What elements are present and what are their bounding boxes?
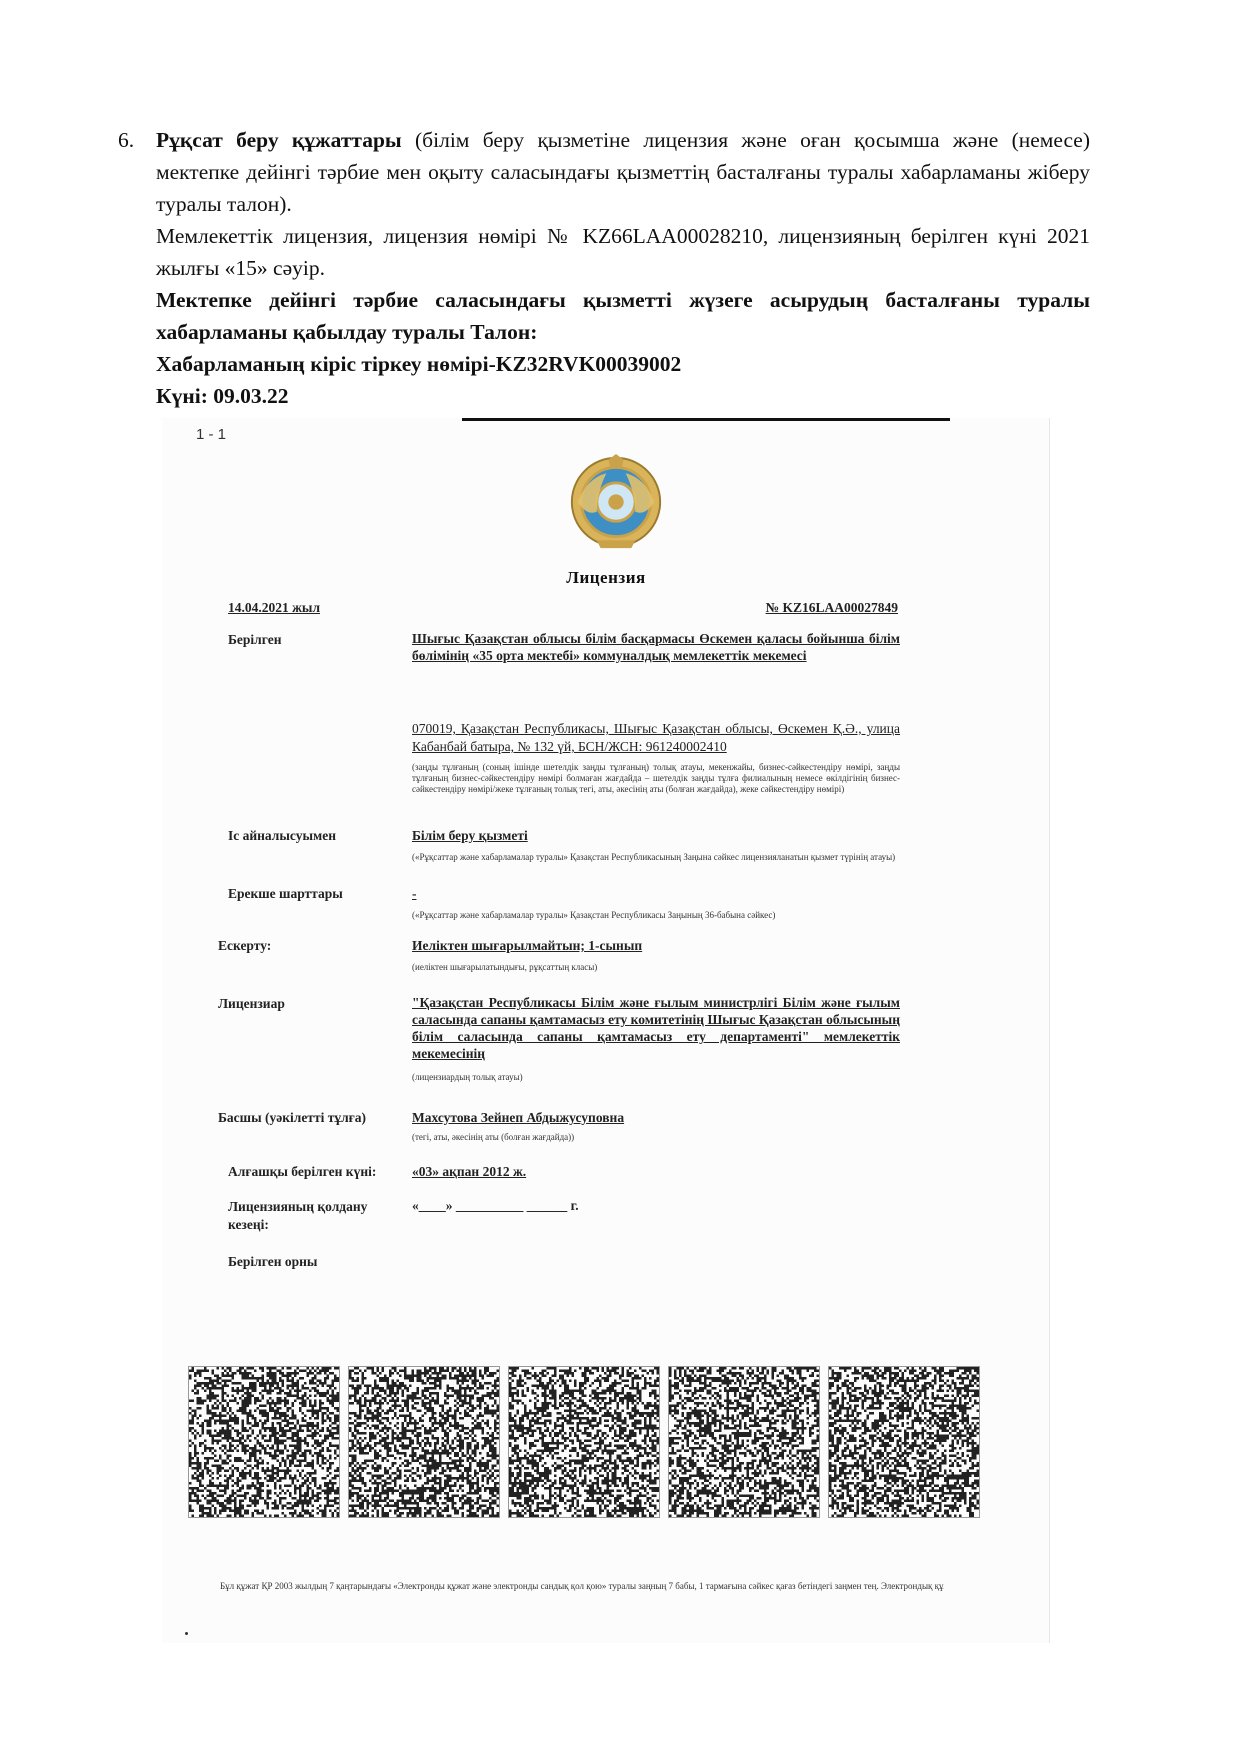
reg-number xyxy=(156,348,1090,380)
note-note: (иеліктен шығарылатындығы, рұқсаттың класы) xyxy=(412,962,598,972)
conditions-value: - xyxy=(412,886,417,901)
talon-title xyxy=(156,284,1090,348)
section-heading-paragraph xyxy=(156,124,1090,220)
talon-date xyxy=(156,380,1090,412)
qr-code-4-icon xyxy=(668,1366,820,1518)
license-number: № KZ16LAA00027849 xyxy=(765,600,898,615)
period-value: «____» __________ ______ г. xyxy=(412,1198,579,1213)
scan-right-edge xyxy=(1049,418,1050,1643)
scan-page-number: 1 - 1 xyxy=(196,426,227,443)
license-date: 14.04.2021 жыл xyxy=(228,600,321,615)
activity-label: Іс айналысуымен xyxy=(228,828,336,843)
head-label: Басшы (уәкілетті тұлға) xyxy=(218,1110,367,1125)
qr-codes xyxy=(188,1366,1028,1526)
section-heading: Рұқсат беру құжаттары xyxy=(156,128,402,152)
conditions-note: («Рұқсаттар және хабарламалар туралы» Қазақстан Республикасы Заңының 36-бабына сәйкес) xyxy=(412,910,776,920)
activity-note: («Рұқсаттар және хабарламалар туралы» Қазақстан Республикасының Заңына сәйкес лицензияланатын қызмет түрінің атауы) xyxy=(412,852,896,862)
head-note: (тегі, аты, әкесінің аты (болған жағдайда)) xyxy=(412,1132,575,1142)
period-label: Лицензияның қолдану кезеңі: xyxy=(228,1199,368,1232)
place-label: Берілген орны xyxy=(228,1254,318,1269)
qr-code-3-icon xyxy=(508,1366,660,1518)
license-scan xyxy=(162,418,1050,1643)
talon-title-text: Мектепке дейінгі тәрбие саласындағы қызметті жүзеге асырудың басталғаны туралы хабарламаны қабылдау туралы Талон: xyxy=(156,288,1090,344)
section-6 xyxy=(118,124,1090,412)
section-heading-rest: (білім беру қызметіне лицензия және оған қосымша және (немесе) мектепке дейінгі тәрбие мен оқыту саласындағы қызметтің басталғаны туралы хабарламаны жіберу туралы талон). xyxy=(156,128,1090,216)
first-issued-label: Алғашқы берілген күні: xyxy=(228,1164,377,1179)
license-title: Лицензия xyxy=(566,568,646,587)
licensor-note: (лицензиардың толық атауы) xyxy=(412,1072,523,1082)
first-issued-value: «03» ақпан 2012 ж. xyxy=(412,1164,527,1179)
page-mark xyxy=(185,1632,188,1635)
note-label: Ескерту: xyxy=(218,938,272,953)
note-value: Иеліктен шығарылмайтын; 1-сынып xyxy=(412,938,643,953)
section-number: 6. xyxy=(118,128,135,152)
qr-code-1-icon xyxy=(188,1366,340,1518)
state-emblem-icon xyxy=(568,454,664,550)
license-line: Мемлекеттік лицензия, лицензия нөмірі № KZ66LAA00028210, лицензияның берілген күні 2021 жылғы «15» сәуір. xyxy=(156,224,1090,280)
reg-number-text: Хабарламаның кіріс тіркеу нөмірі-KZ32RVK00039002 xyxy=(156,352,682,376)
head-value: Махсутова Зейнеп Абдыжусуповна xyxy=(412,1110,625,1125)
issued-address-note: (заңды тұлғаның (соның ішінде шетелдік заңды тұлғаның) толық атауы, мекенжайы, бизнес-сәйкестендіру нөмірі, заңды тұлғаның бизнес-сәйкестендіру нөмірі болмаған жағдайда – шетелдік заңды тұлға филиалының немесе өкілдігінің бизнес-сәйкестендіру нөмірі/жеке тұлғаның толық тегі, аты, әкесінің аты (болған жағдайда), жеке сәйкестендіру нөмірі) xyxy=(412,762,900,794)
scan-top-line xyxy=(462,418,950,421)
qr-code-2-icon xyxy=(348,1366,500,1518)
licensor-label: Лицензиар xyxy=(218,996,285,1011)
issued-value: Шығыс Қазақстан облысы білім басқармасы Өскемен қаласы бойынша білім бөлімінің «35 орта мектебі» коммуналдық мемлекеттік мекемесі xyxy=(412,631,900,663)
activity-value: Білім беру қызметі xyxy=(412,828,528,843)
conditions-label: Ерекше шарттары xyxy=(228,886,343,901)
licensor-value: "Қазақстан Республикасы Білім және ғылым министрлігі Білім және ғылым саласында сапаны қамтамасыз ету комитетінің Шығыс Қазақстан облысының білім саласында сапаны қамтамасыз ету департаменті" мемлекеттік мекемесінің xyxy=(412,995,900,1061)
section-body xyxy=(156,124,1090,412)
issued-label: Берілген xyxy=(228,632,282,647)
qr-code-5-icon xyxy=(828,1366,980,1518)
issued-address: 070019, Қазақстан Республикасы, Шығыс Қазақстан облысы, Өскемен Қ.Ә., улица Кабанбай батыра, № 132 үй, БСН/ЖСН: 961240002410 xyxy=(412,721,900,754)
scan-footer-note: Бұл құжат ҚР 2003 жылдың 7 қаңтарындағы «Электронды құжат және электронды сандық қол қою» туралы заңның 7 бабы, 1 тармағына сәйкес қағаз бетіндегі заңмен тең. Электрондық құ xyxy=(220,1581,944,1591)
talon-date-text: Күні: 09.03.22 xyxy=(156,384,289,408)
